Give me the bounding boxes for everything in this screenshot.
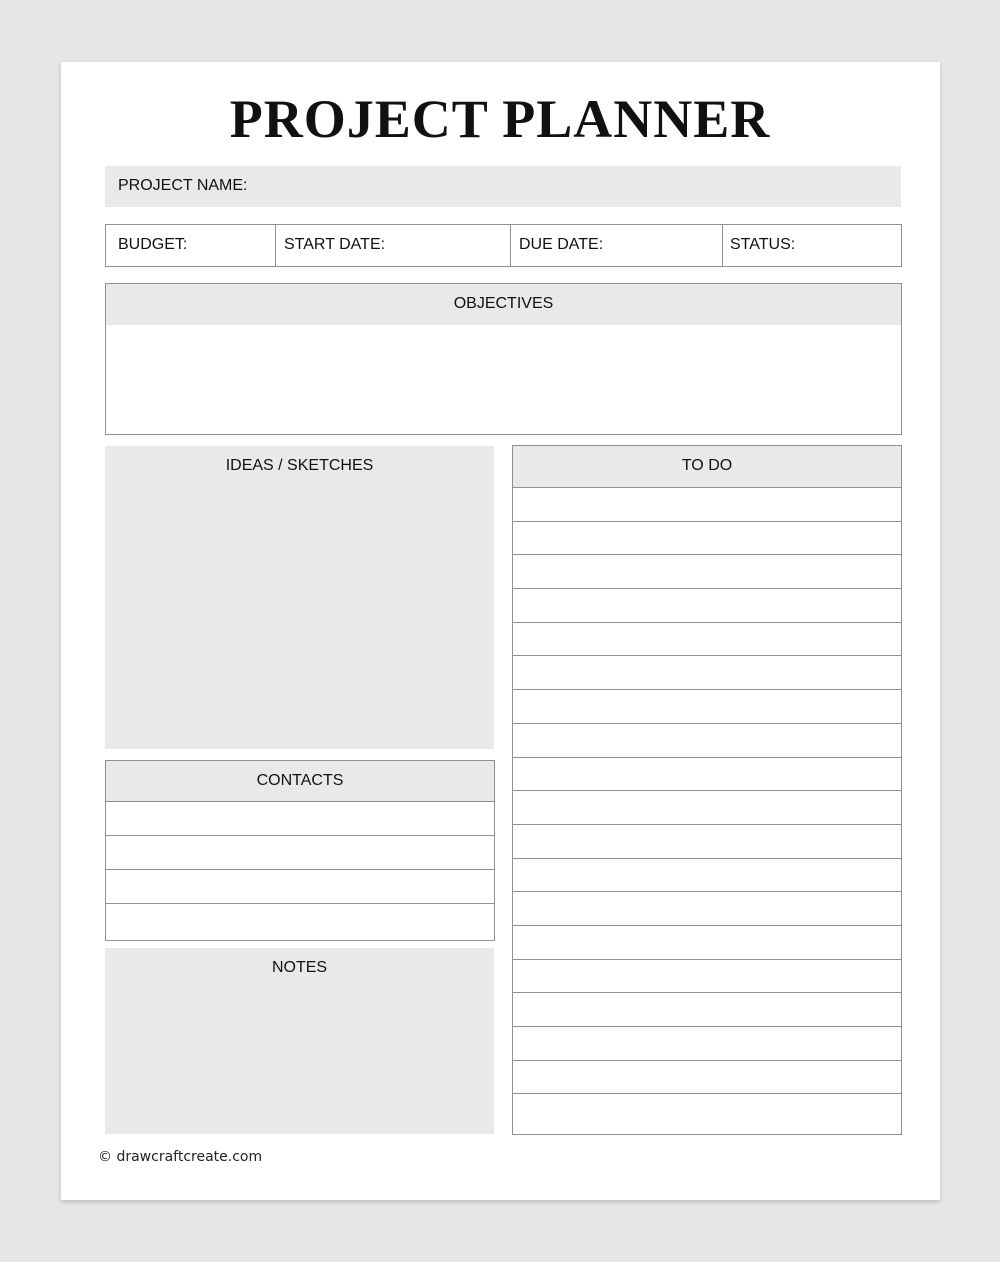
contacts-section xyxy=(105,760,495,941)
todo-line[interactable] xyxy=(513,758,901,792)
status-field[interactable] xyxy=(723,225,901,266)
objectives-section xyxy=(105,283,902,435)
todo-line[interactable] xyxy=(513,724,901,758)
due-date-label: DUE DATE: xyxy=(519,236,604,253)
project-name-label: PROJECT NAME: xyxy=(118,177,248,194)
objectives-header: OBJECTIVES xyxy=(106,284,901,325)
budget-label: BUDGET: xyxy=(118,236,188,253)
todo-line[interactable] xyxy=(513,589,901,623)
todo-line[interactable] xyxy=(513,960,901,994)
todo-line[interactable] xyxy=(513,488,901,522)
copyright-footer: © drawcraftcreate.com xyxy=(98,1149,263,1165)
todo-line[interactable] xyxy=(513,555,901,589)
budget-field[interactable] xyxy=(106,225,276,266)
page-title: PROJECT PLANNER xyxy=(229,89,771,149)
todo-line[interactable] xyxy=(513,656,901,690)
notes-section[interactable] xyxy=(105,948,494,1134)
contacts-header: CONTACTS xyxy=(106,761,494,802)
contacts-line[interactable] xyxy=(106,904,494,938)
contacts-line[interactable] xyxy=(106,802,494,836)
todo-line[interactable] xyxy=(513,1027,901,1061)
todo-line[interactable] xyxy=(513,993,901,1027)
todo-line[interactable] xyxy=(513,859,901,893)
contacts-line[interactable] xyxy=(106,836,494,870)
todo-line[interactable] xyxy=(513,1094,901,1128)
todo-line[interactable] xyxy=(513,825,901,859)
ideas-sketches-header: IDEAS / SKETCHES xyxy=(225,457,374,474)
todo-header: TO DO xyxy=(513,446,901,488)
due-date-field[interactable] xyxy=(511,225,723,266)
contacts-line[interactable] xyxy=(106,870,494,904)
objectives-area[interactable] xyxy=(106,325,901,434)
todo-line[interactable] xyxy=(513,892,901,926)
project-name-field[interactable] xyxy=(105,166,901,207)
ideas-sketches-section[interactable] xyxy=(105,446,494,749)
project-info-row xyxy=(105,224,902,267)
notes-header: NOTES xyxy=(271,959,328,976)
start-date-field[interactable] xyxy=(276,225,511,266)
todo-line[interactable] xyxy=(513,522,901,556)
start-date-label: START DATE: xyxy=(284,236,386,253)
todo-line[interactable] xyxy=(513,1061,901,1095)
todo-line[interactable] xyxy=(513,690,901,724)
status-label: STATUS: xyxy=(730,236,796,253)
todo-line[interactable] xyxy=(513,791,901,825)
todo-line[interactable] xyxy=(513,926,901,960)
todo-section xyxy=(512,445,902,1135)
todo-line[interactable] xyxy=(513,623,901,657)
